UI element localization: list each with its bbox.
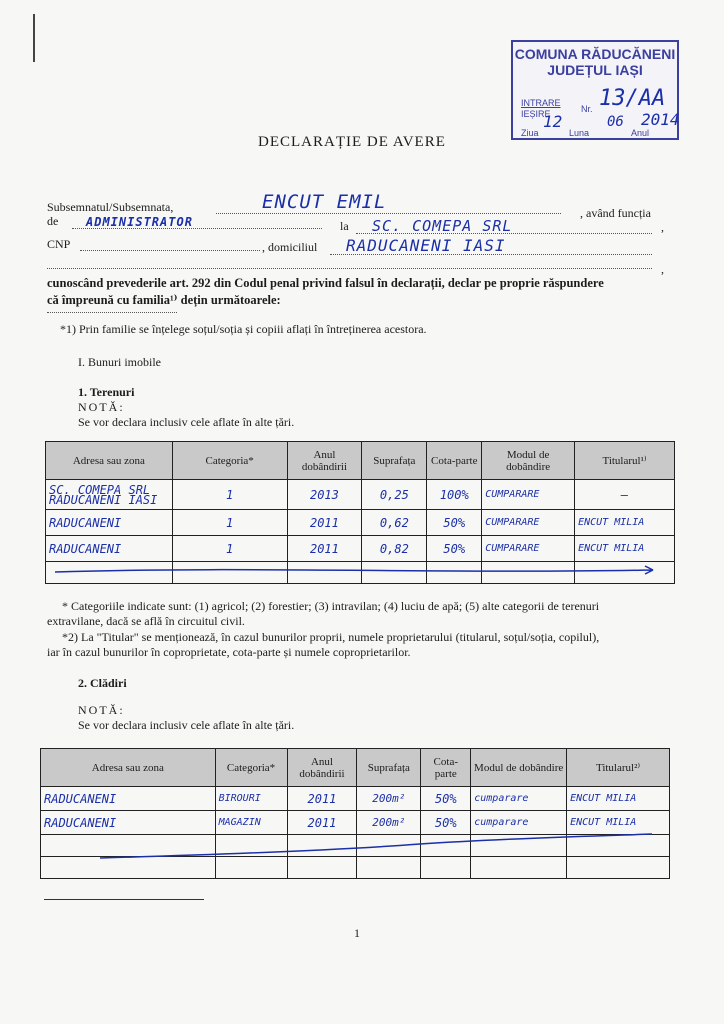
comma-1: , xyxy=(661,220,664,234)
land-cell-adresa: RADUCANENI xyxy=(46,536,173,562)
land-cell-cota: 100% xyxy=(427,480,482,510)
land-cell-categoria: 1 xyxy=(172,510,287,536)
buildings-cell-anul: 2011 xyxy=(287,811,357,835)
land-header-categoria: Categoria* xyxy=(172,442,287,480)
land-header-mod: Modul de dobândire xyxy=(482,442,575,480)
land-strike-line xyxy=(45,560,675,580)
land-cell-mod: CUMPARARE xyxy=(482,510,575,536)
buildings-nota-label: NOTĂ: xyxy=(78,703,125,717)
section-immovable-heading: I. Bunuri imobile xyxy=(78,355,161,369)
land-header-titular: Titularul¹⁾ xyxy=(575,442,675,480)
buildings-cell-categoria: BIROURI xyxy=(215,787,287,811)
section-land-heading: 1. Terenuri xyxy=(78,385,135,399)
buildings-header-titular: Titularul²⁾ xyxy=(567,749,670,787)
buildings-cell-adresa: RADUCANENI xyxy=(41,811,216,835)
binder-mark xyxy=(33,14,35,62)
stamp-iesire: IEȘIRE xyxy=(521,109,551,119)
land-cell-titular: ENCUT MILIA xyxy=(575,510,675,536)
land-cell-cota: 50% xyxy=(427,510,482,536)
land-cell-adresa: RADUCANENI xyxy=(46,510,173,536)
buildings-header-mod: Modul de dobândire xyxy=(471,749,567,787)
table-row xyxy=(46,480,675,510)
land-nota-text: Se vor declara inclusiv cele aflate în alte țări. xyxy=(78,415,295,429)
buildings-cell-titular: ENCUT MILIA xyxy=(567,787,670,811)
land-cell-categoria: 1 xyxy=(172,480,287,510)
buildings-cell-suprafata: 200m² xyxy=(357,811,421,835)
buildings-cell-categoria: MAGAZIN xyxy=(215,811,287,835)
table-row xyxy=(46,536,675,562)
buildings-header-suprafata: Suprafața xyxy=(357,749,421,787)
intro-line-1: cunoscând prevederile art. 292 din Codul penal privind falsul în declarații, declar pe proprie răspundere xyxy=(47,276,604,290)
land-cell-adresa: SC. COMEPA SRL RADUCANENI IASI xyxy=(46,480,173,510)
buildings-cell-cota: 50% xyxy=(421,811,471,835)
note-categories-2: extravilane, dacă se află în circuitul civil. xyxy=(47,614,245,628)
registration-stamp xyxy=(511,40,679,140)
page-title: DECLARAȚIE DE AVERE xyxy=(258,134,446,150)
buildings-cell-titular: ENCUT MILIA xyxy=(567,811,670,835)
buildings-cell-cota: 50% xyxy=(421,787,471,811)
buildings-header-adresa: Adresa sau zona xyxy=(41,749,216,787)
avand-functia-label: , având funcția xyxy=(580,206,651,220)
land-cell-suprafata: 0,82 xyxy=(362,536,427,562)
land-header-adresa: Adresa sau zona xyxy=(46,442,173,480)
la-label: la xyxy=(340,219,349,233)
land-cell-categoria: 1 xyxy=(172,536,287,562)
land-cell-mod: CUMPARARE xyxy=(482,480,575,510)
footnote-separator xyxy=(44,899,204,900)
land-cell-cota: 50% xyxy=(427,536,482,562)
stamp-commune: COMUNA RĂDUCĂNENI xyxy=(514,46,676,62)
buildings-nota-text: Se vor declara inclusiv cele aflate în alte țări. xyxy=(78,718,295,732)
la-value: SC. COMEPA SRL xyxy=(372,217,513,235)
land-cell-titular: ENCUT MILIA xyxy=(575,536,675,562)
cnp-label: CNP xyxy=(47,237,71,251)
buildings-cell-anul: 2011 xyxy=(287,787,357,811)
buildings-header-categoria: Categoria* xyxy=(215,749,287,787)
domiciliul-label: , domiciliul xyxy=(262,240,318,254)
table-row xyxy=(41,787,670,811)
buildings-strike-line xyxy=(40,830,670,870)
page-number: 1 xyxy=(354,926,360,940)
buildings-cell-mod: cumparare xyxy=(471,811,567,835)
de-label: de xyxy=(47,214,59,228)
note-categories: * Categoriile indicate sunt: (1) agricol; (2) forestier; (3) intravilan; (4) luciu de apă; (5) alte categorii de terenuri xyxy=(62,599,600,613)
stamp-nr-value: 13/AA xyxy=(599,86,666,111)
land-nota-label: NOTĂ: xyxy=(78,400,125,414)
stamp-county: JUDEȚUL IAȘI xyxy=(547,62,643,78)
buildings-header-cota: Cota-parte xyxy=(421,749,471,787)
land-header-anul: Anul dobândirii xyxy=(287,442,362,480)
intro-line-2: că împreună cu familia¹⁾ dețin următoarele: xyxy=(47,293,281,307)
buildings-header-anul: Anul dobândirii xyxy=(287,749,357,787)
note-titular-2: iar în cazul bunurilor în coproprietate, cota-parte și numele coproprietarilor. xyxy=(47,645,411,659)
land-cell-anul: 2011 xyxy=(287,510,362,536)
functie-value: ADMINISTRATOR xyxy=(86,215,193,229)
buildings-cell-mod: cumparare xyxy=(471,787,567,811)
comma-2: , xyxy=(661,262,664,276)
table-row xyxy=(46,510,675,536)
stamp-zi-value: 12 xyxy=(543,112,563,131)
land-header-suprafata: Suprafața xyxy=(362,442,427,480)
section-buildings-heading: 2. Clădiri xyxy=(78,676,127,690)
buildings-cell-suprafata: 200m² xyxy=(357,787,421,811)
stamp-nr-label: Nr. xyxy=(581,104,593,114)
land-header-cota: Cota-parte xyxy=(427,442,482,480)
land-cell-titular: — xyxy=(575,480,675,510)
land-cell-mod: CUMPARARE xyxy=(482,536,575,562)
subsemnatul-label: Subsemnatul/Subsemnata, xyxy=(47,200,174,214)
land-cell-suprafata: 0,62 xyxy=(362,510,427,536)
land-cell-suprafata: 0,25 xyxy=(362,480,427,510)
footnote-family: *1) Prin familie se înțelege soțul/soția și copiii aflați în întreținerea acestora. xyxy=(60,322,427,336)
stamp-luna-value: 06 xyxy=(607,114,624,130)
land-cell-anul: 2013 xyxy=(287,480,362,510)
buildings-cell-adresa: RADUCANENI xyxy=(41,787,216,811)
stamp-intrare: INTRARE xyxy=(521,98,561,108)
note-titular: *2) La "Titular" se menționează, în cazul bunurilor proprii, numele proprietarului (titularul, soțul/soția, copilul), xyxy=(62,630,600,644)
declarant-name: ENCUT EMIL xyxy=(262,191,387,213)
land-cell-anul: 2011 xyxy=(287,536,362,562)
stamp-anul-label: Anul xyxy=(631,128,650,138)
stamp-anul-value: 2014 xyxy=(641,110,680,129)
stamp-luna-label: Luna xyxy=(569,128,590,138)
domiciliu-value: RADUCANENI IASI xyxy=(346,236,506,255)
stamp-zi-label: Ziua xyxy=(521,128,539,138)
